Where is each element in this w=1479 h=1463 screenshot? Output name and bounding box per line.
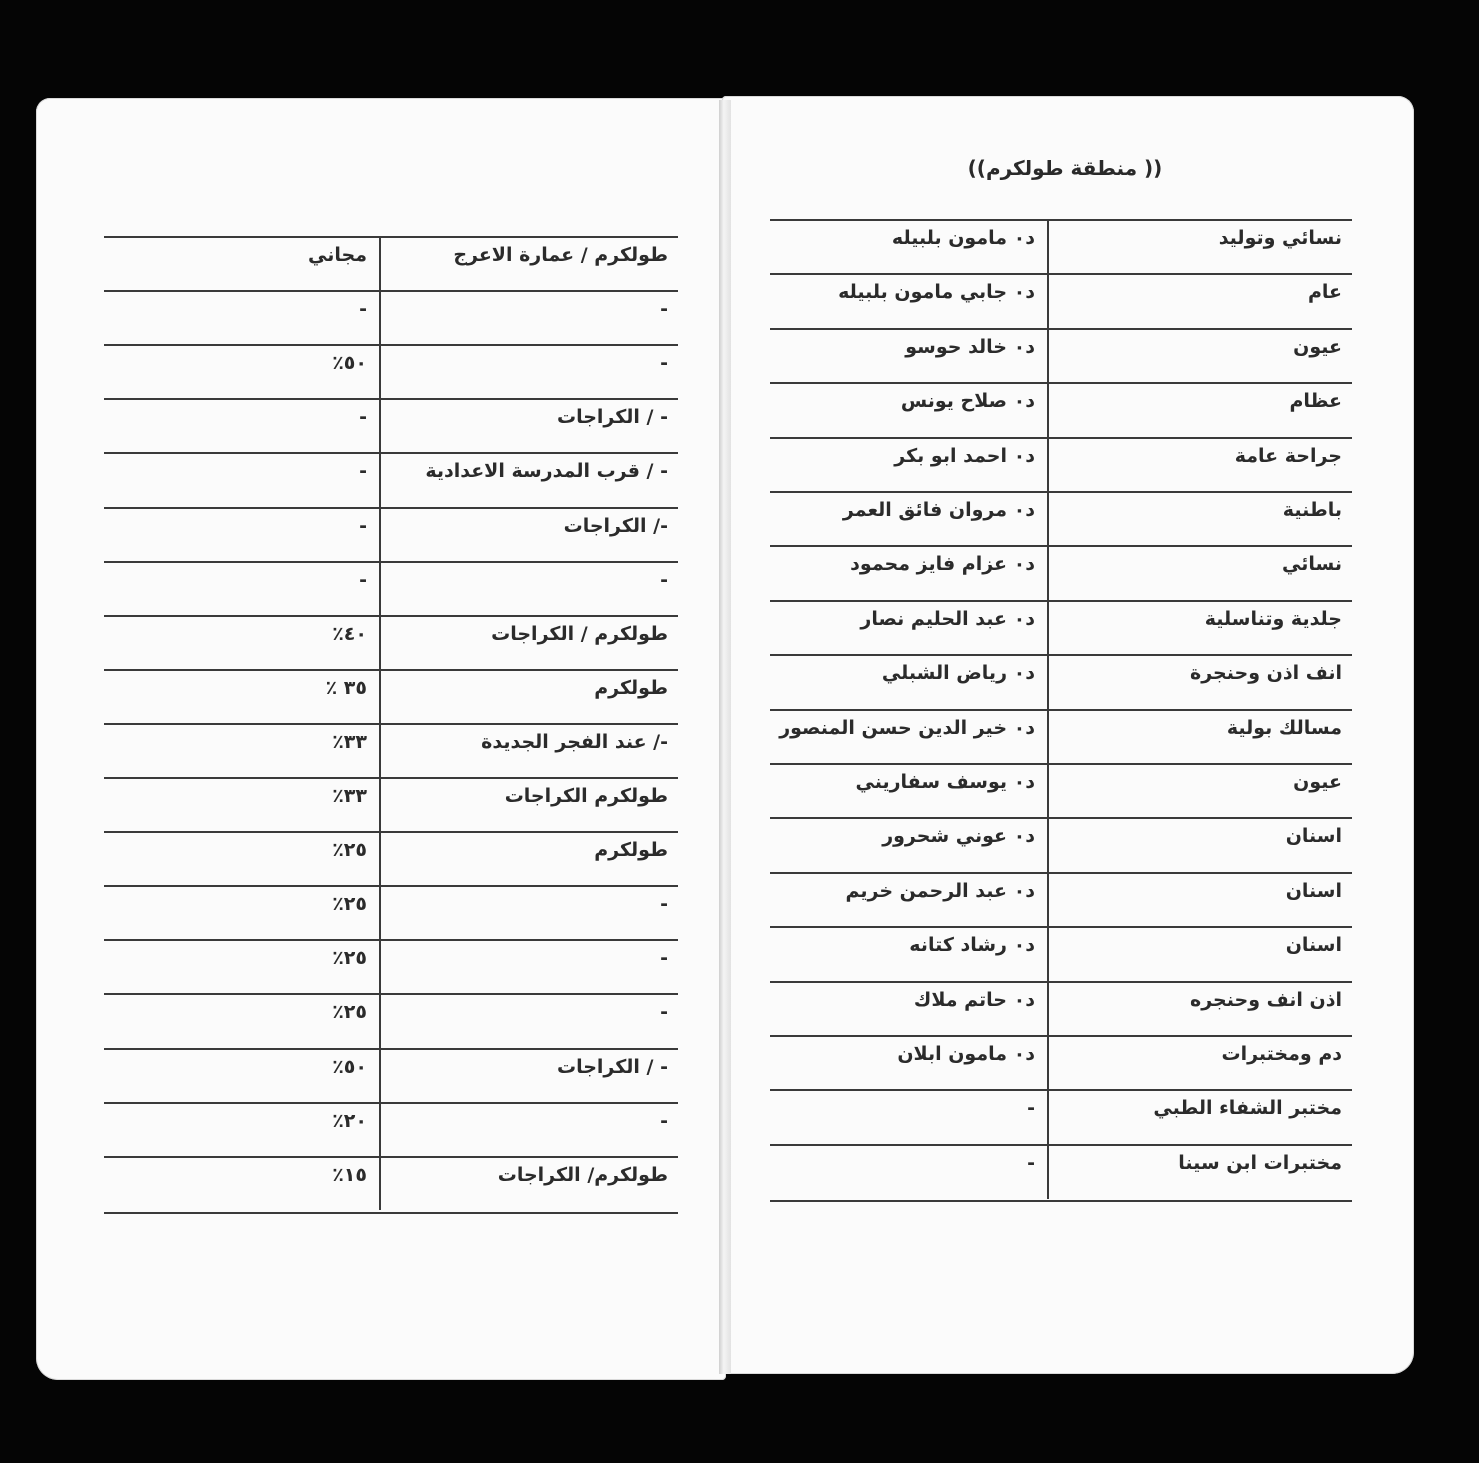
table-row [104, 507, 678, 563]
table-row [770, 545, 1352, 601]
specialty-cell: اسنان [1285, 825, 1342, 848]
specialty-cell: عظام [1289, 390, 1342, 413]
table-row [770, 437, 1352, 493]
table-row [104, 236, 678, 292]
specialty-cell: جراحة عامة [1234, 444, 1342, 467]
doctor-cell: د٠ عبد الرحمن خريم [845, 879, 1035, 902]
table-row [104, 723, 678, 779]
specialty-cell: مختبر الشفاء الطبي [1153, 1097, 1342, 1120]
discount-cell: ٢٥٪ [332, 893, 367, 916]
specialty-cell: دم ومختبرات [1221, 1043, 1342, 1065]
specialty-cell: نسائي [1282, 553, 1342, 576]
doctor-cell: د٠ احمد ابو بكر [894, 444, 1035, 467]
doctor-cell: د٠ جابي مامون بلبيله [838, 281, 1035, 304]
table-row [770, 273, 1352, 329]
table-row [770, 382, 1352, 438]
specialty-cell: عيون [1293, 335, 1342, 358]
address-cell: طولكرم / الكراجات [491, 622, 668, 645]
address-cell: طولكرم [594, 839, 668, 862]
table-row [104, 344, 678, 400]
discount-cell: ٢٠٪ [332, 1109, 367, 1132]
doctor-cell: د٠ مامون ابلان [897, 1043, 1035, 1065]
address-cell: طولكرم الكراجات [504, 785, 668, 807]
doctor-cell: د٠ عزام فايز محمود [850, 553, 1035, 576]
address-cell: - [660, 568, 668, 591]
table-row [104, 1156, 678, 1214]
address-cell: - [660, 1001, 668, 1024]
discount-cell: مجاني [308, 244, 367, 266]
doctor-cell: د٠ مروان فائق العمر [842, 499, 1035, 521]
doctors-table [770, 219, 1352, 1199]
table-row [104, 777, 678, 833]
discount-cell: ٢٥٪ [332, 1001, 367, 1024]
doctor-cell: د٠ رشاد كتانه [909, 934, 1035, 957]
discount-cell: - [359, 514, 367, 537]
table-row [104, 885, 678, 941]
address-cell: طولكرم / عمارة الاعرج [453, 244, 668, 266]
doctor-cell: د٠ يوسف سفاريني [855, 771, 1035, 793]
specialty-cell: مختبرات ابن سينا [1178, 1151, 1342, 1174]
table-row [104, 561, 678, 617]
addresses-table [104, 236, 678, 1210]
specialty-cell: مسالك بولية [1226, 716, 1342, 739]
table-row [104, 1102, 678, 1158]
table-row [104, 398, 678, 454]
doctor-cell: د٠ مامون بلبيله [891, 227, 1035, 249]
doctor-cell: د٠ خير الدين حسن المنصور [779, 716, 1035, 739]
specialty-cell: اسنان [1285, 879, 1342, 902]
table-row [104, 290, 678, 346]
discount-cell: ٣٥ ٪ [325, 676, 367, 699]
address-cell: طولكرم [594, 676, 668, 699]
address-cell: - [660, 893, 668, 916]
discount-cell: ٢٥٪ [332, 947, 367, 970]
table-row [770, 600, 1352, 656]
doctor-cell: د٠ خالد حوسو [905, 335, 1035, 358]
discount-cell: ٥٠٪ [332, 1055, 367, 1078]
table-row [770, 328, 1352, 384]
table-row [770, 817, 1352, 873]
specialty-cell: اسنان [1285, 934, 1342, 957]
discount-cell: ١٥٪ [332, 1163, 367, 1186]
address-cell: - / الكراجات [556, 1055, 668, 1078]
address-cell: - [660, 947, 668, 970]
specialty-cell: جلدية وتناسلية [1204, 607, 1342, 630]
address-cell: طولكرم/ الكراجات [497, 1163, 668, 1186]
address-cell: -/ الكراجات [563, 514, 668, 537]
table-row [104, 452, 678, 508]
table-row [104, 1048, 678, 1104]
table-row [770, 763, 1352, 819]
table-row [104, 615, 678, 671]
discount-cell: ٣٣٪ [332, 730, 367, 753]
table-row [770, 654, 1352, 710]
table-row [104, 669, 678, 725]
discount-cell: - [359, 298, 367, 321]
address-cell: - [660, 298, 668, 321]
doctor-cell: - [1027, 1097, 1035, 1120]
table-row [770, 872, 1352, 928]
address-cell: - / الكراجات [556, 406, 668, 429]
table-row [770, 1144, 1352, 1202]
address-cell: - / قرب المدرسة الاعدادية [425, 460, 668, 483]
table-row [104, 939, 678, 995]
specialty-cell: عام [1307, 281, 1342, 304]
doctor-cell: - [1027, 1151, 1035, 1174]
discount-cell: - [359, 406, 367, 429]
book-gutter [719, 100, 731, 1374]
region-title: (( منطقة طولكرم)) [967, 156, 1163, 180]
discount-cell: ٢٥٪ [332, 839, 367, 862]
specialty-cell: انف اذن وحنجرة [1190, 662, 1342, 685]
discount-cell: ٤٠٪ [332, 622, 367, 645]
doctor-cell: د٠ صلاح يونس [900, 390, 1035, 413]
doctor-cell: د٠ حاتم ملاك [913, 988, 1035, 1011]
discount-cell: ٣٣٪ [332, 785, 367, 807]
doctor-cell: د٠ عوني شحرور [882, 825, 1035, 848]
table-row [770, 219, 1352, 275]
table-row [770, 1035, 1352, 1091]
discount-cell: - [359, 568, 367, 591]
doctor-cell: د٠ رياض الشبلي [881, 662, 1035, 685]
specialty-cell: باطنية [1282, 499, 1342, 521]
doctor-cell: د٠ عبد الحليم نصار [860, 607, 1035, 630]
address-cell: - [660, 1109, 668, 1132]
table-row [770, 981, 1352, 1037]
table-row [104, 831, 678, 887]
address-cell: -/ عند الفجر الجديدة [481, 730, 668, 753]
specialty-cell: اذن انف وحنجره [1190, 988, 1342, 1011]
table-row [104, 993, 678, 1049]
discount-cell: ٥٠٪ [332, 352, 367, 375]
discount-cell: - [359, 460, 367, 483]
table-row [770, 926, 1352, 982]
specialty-cell: نسائي وتوليد [1218, 227, 1342, 249]
table-row [770, 709, 1352, 765]
table-row [770, 1089, 1352, 1145]
address-cell: - [660, 352, 668, 375]
table-row [770, 491, 1352, 547]
specialty-cell: عيون [1293, 771, 1342, 793]
